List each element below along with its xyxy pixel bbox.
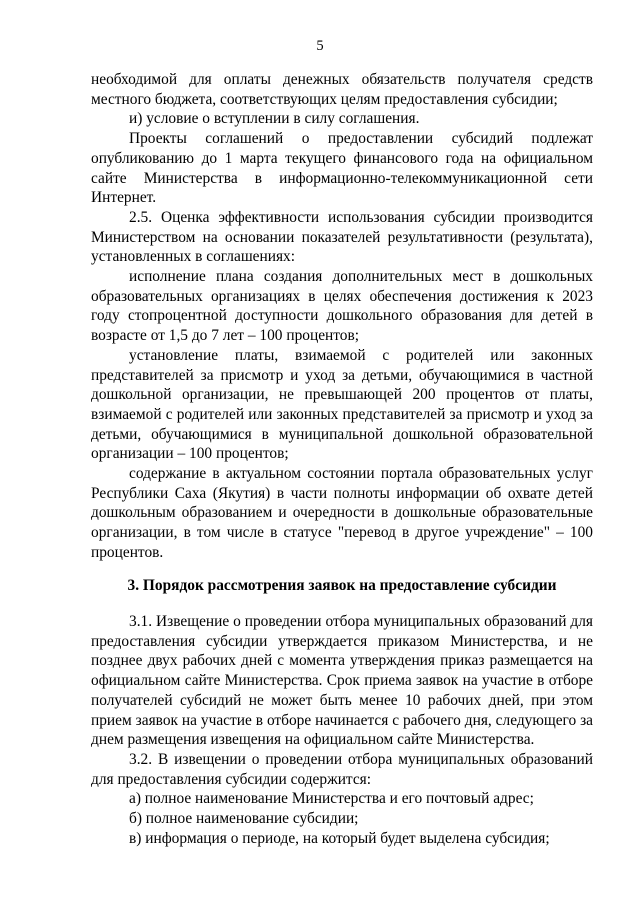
paragraph-item-i: и) условие о вступлении в силу соглашения.	[129, 110, 420, 128]
paragraph-indicator-places: исполнение плана создания дополнительных мест в дошкольных образовательных организациях в целях обеспечения достижения к 2023 году стопроцентной доступности дошкольного образования для детей в возрасте от 1,5 до 7 лет – 100 процентов;	[91, 268, 593, 345]
section-3-body	[91, 612, 593, 848]
section-3-heading: 3. Порядок рассмотрения заявок на предоставление субсидии	[127, 577, 557, 594]
paragraph-3-1: 3.1. Извещение о проведении отбора муниципальных образований для предоставления субсидии утверждается приказом Министерства, и не позднее двух рабочих дней с момента утверждения приказ размещается на официальном сайте Министерства. Срок приема заявок на участие в отборе получателей субсидий не может быть менее 10 рабочих дней, при этом прием заявок на участие в отборе начинается с рабочего дня, следующего за днем размещения извещения на официальном сайте Министерства.	[91, 613, 593, 749]
list-item-b: б) полное наименование субсидии;	[129, 810, 359, 828]
section-2-continuation	[91, 70, 593, 563]
paragraph-3-2: 3.2. В извещении о проведении отбора муниципальных образований для предоставления субсидии содержится:	[91, 750, 593, 788]
paragraph-indicator-fee: установление платы, взимаемой с родителей или законных представителей за присмотр и уход за детьми, обучающимися в частной дошкольной организации, не превышающей 200 процентов от платы, взимаемой с родителей или законных представителей за присмотр и уход за детьми, обучающимися в муниципальной дошкольной образовательной организации – 100 процентов;	[91, 346, 593, 463]
list-item-a: а) полное наименование Министерства и его почтовый адрес;	[129, 790, 534, 808]
paragraph-indicator-portal: содержание в актуальном состоянии портала образовательных услуг Республики Саха (Якутия) в части полноты информации об охвате детей дошкольным образованием и очередности в дошкольные образовательные организации, в том числе в статусе "перевод в другое учреждение" – 100 процентов.	[91, 465, 593, 561]
page-number: 5	[316, 38, 324, 54]
paragraph-2-5: 2.5. Оценка эффективности использования субсидии производится Министерством на основании показателей результативности (результата), установленных в соглашениях:	[91, 208, 593, 266]
paragraph-draft-agreements: Проекты соглашений о предоставлении субсидий подлежат опубликованию до 1 марта текущего финансового года на официальном сайте Министерства в информационно-телекоммуникационной сети Интернет.	[91, 130, 593, 207]
paragraph-continuation: необходимой для оплаты денежных обязательств получателя средств местного бюджета, соответствующих целям предоставления субсидии;	[91, 71, 593, 108]
list-item-v: в) информация о периоде, на который будет выделена субсидия;	[129, 829, 550, 847]
